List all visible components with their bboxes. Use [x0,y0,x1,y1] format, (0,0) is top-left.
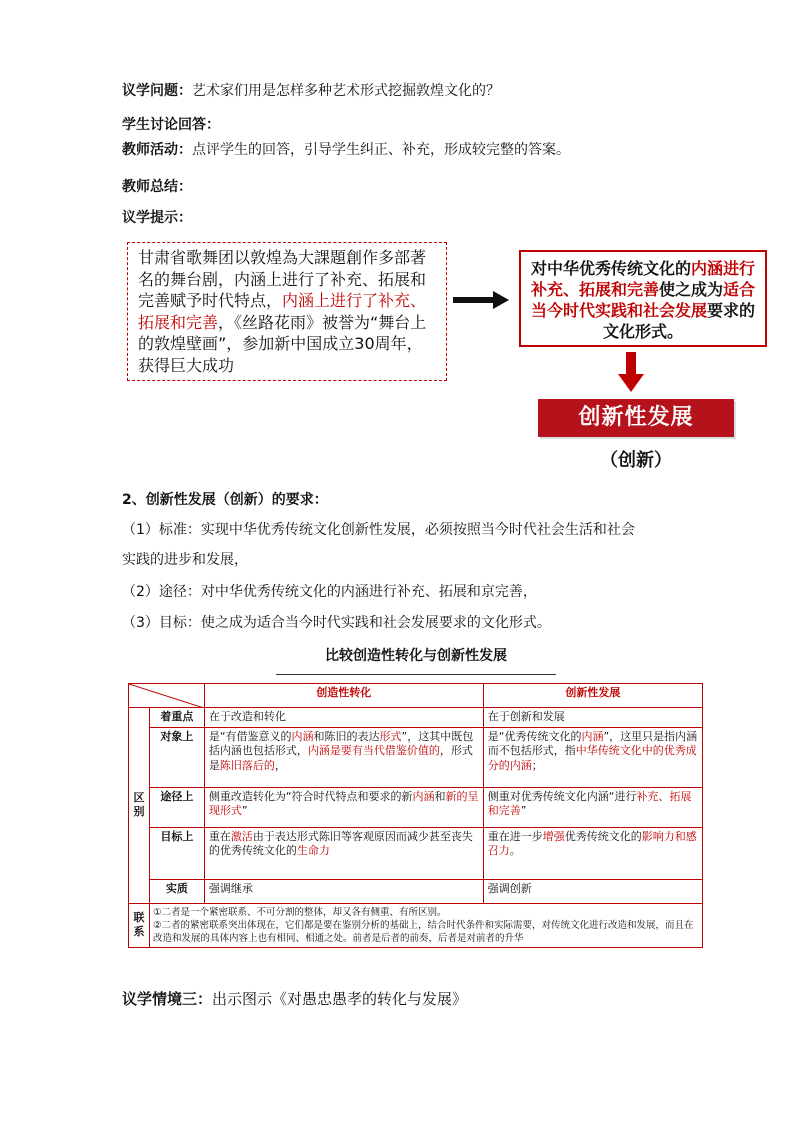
table-title-underline [276,674,556,675]
requirement-2: （2）途径：对中华优秀传统文化的内涵进行补充、拓展和京完善， [122,584,537,600]
row-label-goal: 目标上 [149,827,204,879]
header-transform: 创造性转化 [204,684,483,708]
hint-label: 议学提示： [122,210,192,226]
goal-innovate: 重在进一步增强优秀传统文化的影响力和感召力。 [483,827,702,879]
case-text-red: 内涵上进行了补充、拓展和完善 [138,291,427,332]
goal-transform: 重在激活由于表达形式陈旧等客观原因而减少甚至丧失的优秀传统文化的生命力 [204,827,483,879]
comparison-table [128,683,703,948]
object-transform: 是“有借鉴意义的内涵和陈旧的表达形式”，这其中既包括内涵也包括形式，内涵是要有当代借鉴价值的，形式是陈旧落后的， [204,727,483,787]
scenario-text: 出示图示《对愚忠愚孝的转化与发展》 [212,990,468,1008]
focus-transform: 在于改造和转化 [204,708,483,728]
def-red-2: 适合当今时代实践和社会发展 [530,280,756,320]
header-innovate: 创新性发展 [483,684,702,708]
row-label-focus: 着重点 [149,708,204,728]
requirement-1b: 实践的进步和发展， [122,552,248,568]
path-transform: 侧重改造转化为“符合时代特点和要求的新内涵和新的呈现形式” [204,787,483,827]
table-corner-cell [129,684,205,708]
question-line [122,80,500,100]
requirement-3: （3）目标：使之成为适合当今时代实践和社会发展要求的文化形式。 [122,615,551,631]
link-point-1: ①二者是一个紧密联系、不可分割的整体，却又各有侧重、有所区别。 [152,906,447,918]
case-box [127,242,447,381]
summary-label: 教师总结： [122,179,192,195]
essence-innovate: 强调创新 [483,879,702,903]
essence-transform: 强调继承 [204,879,483,903]
definition-box [519,250,767,347]
activity-label: 教师活动： [122,142,192,158]
case-text-1: 甘肃省歌舞团以敦煌為大課題創作多部著名的舞台剧，内涵上进行了补充、拓展和完善赋予时代特点， [138,248,427,310]
path-innovate: 侧重对优秀传统文化内涵“进行补充、拓展和完善” [483,787,702,827]
link-cell [149,903,702,947]
innovation-subtitle: （创新） [600,450,672,471]
table-title: 比较创造性转化与创新性发展 [325,648,507,664]
row-label-path: 途径上 [149,787,204,827]
def-red-1: 内涵进行补充、拓展和完善 [530,259,756,299]
requirements-heading: 2、创新性发展（创新）的要求： [122,492,328,508]
activity-text: 点评学生的回答，引导学生纠正、补充，形成较完整的答案。 [192,142,570,158]
link-point-2: ②二者的紧密联系突出体现在，它们都是要在鉴别分析的基础上，结合时代条件和实际需要，对传统文化进行改造和发展，而且在改造和发展的具体内容上也有相同、相通之处。前者是后者的前奏，后者是对前者的升华 [152,919,694,944]
innovation-banner: 创新性发展 [538,399,734,437]
scenario-line [122,988,467,1009]
row-label-object: 对象上 [149,727,204,787]
focus-innovate: 在于创新和发展 [483,708,702,728]
diagonal-line [129,684,204,708]
def-text-2: 使之成为 [658,280,723,299]
case-text-2: ，《丝路花雨》被誉为“舞台上的敦煌壁画”，参加新中国成立30周年，获得巨大成功 [138,312,427,375]
discuss-label: 学生讨论回答： [122,117,220,133]
question-text: 艺术家们用是怎样多种艺术形式挖掘敦煌文化的？ [192,83,500,99]
def-text-1: 对中华优秀传统文化的 [530,259,691,278]
section-difference: 区别 [129,708,150,904]
question-label: 议学问题： [122,83,192,99]
row-label-essence: 实质 [149,879,204,903]
requirement-1a: （1）标准：实现中华优秀传统文化创新性发展，必须按照当今时代社会生活和社会 [122,522,635,538]
right-arrow-icon [453,291,509,309]
down-arrow-icon [618,352,644,392]
def-text-3: 要求的文化形式。 [602,301,756,341]
object-innovate: 是“优秀传统文化的内涵”，这里只是指内涵而不包括形式，指中华传统文化中的优秀成分的内涵； [483,727,702,787]
activity-line [122,139,570,159]
scenario-label: 议学情境三： [122,990,213,1008]
section-link: 联系 [129,903,150,947]
